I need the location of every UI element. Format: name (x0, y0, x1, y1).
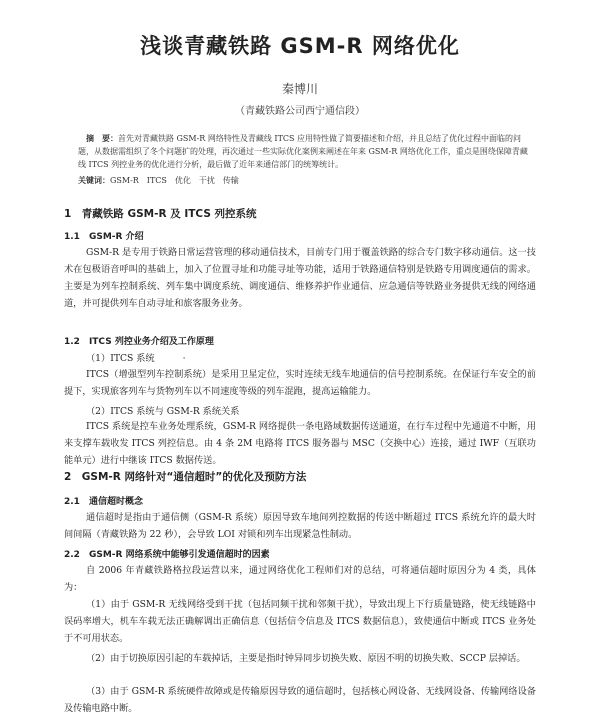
subsection-heading-1-2: 1.2 ITCS 列控业务介绍及工作原理 (64, 337, 214, 347)
paragraph-itcs-desc: ITCS（增强型列车控制系统）是采用卫星定位，实时连续无线车地通信的信号控制系统。在保证行车安全的前提下，实现旅客列车与货物列车以不同速度等级的列车混跑，提高运输能力。 (64, 369, 536, 397)
paragraph-cause-handover: （2）由于切换原因引起的车载掉话，主要是指时钟异同步切换失败、原因不明的切换失败、SCCP 层掉话。 (86, 653, 526, 664)
abstract-label: 摘 要： (86, 134, 118, 143)
item-itcs-system-label: （1）ITCS 系统 (86, 353, 155, 364)
paragraph-cause-hardware: （3）由于 GSM-R 系统硬件故障或是传输原因导致的通信超时，包括核心网设备、无线网设备、传输网络设备及传输电路中断。 (64, 686, 536, 714)
paragraph-cause-interference: （1）由于 GSM-R 无线网络受到干扰（包括同频干扰和邻频干扰），导致出现上下行质量链路，使无线链路中误码率增大，机车车载无法正确解调出正确信息（包括信令信息及 ITCS 数据信息），致使通信中断或 ITCS 业务处于不可用状态。 (64, 599, 536, 644)
abstract (78, 132, 534, 171)
subsection-heading-2-2: 2.2 GSM-R 网络系统中能够引发通信超时的因素 (64, 550, 270, 560)
paragraph-timeout-concept: 通信超时是指由于通信侧（GSM-R 系统）原因导致车地间列控数据的传送中断超过 ITCS 系统允许的最大时间间隔（青藏铁路为 22 秒），会导致 LOI 对锁和列车出现紧急性制动。 (64, 512, 536, 540)
keywords-text: GSM-R ITCS 优化 干扰 传输 (110, 176, 239, 185)
abstract-text: 首先对青藏铁路 GSM-R 网络特性及青藏线 ITCS 应用特性做了简要描述和介绍，并且总结了优化过程中面临的问题，从数据需组织了冬个问题扩的处理，再次通过一些实际优化案例来阐述在年来 GSM-R 网络优化工作，重点是围绕保障青藏线 ITCS 列控业务的优化进行分析，最后做了近年来通信部门的统筹统计。 (78, 134, 528, 169)
item-itcs-gsmr-relation: （2）ITCS 系统与 GSM-R 系统关系 (86, 406, 240, 417)
paragraph-timeout-causes: 自 2006 年青藏铁路格拉段运营以来，通过网络优化工程师们对的总结，可将通信超时原因分为 4 类，具体为： (64, 565, 536, 593)
section-heading-2: 2 GSM-R 网络针对“通信超时”的优化及预防方法 (64, 471, 307, 483)
subsection-heading-1-1: 1.1 GSM-R 介绍 (64, 232, 144, 242)
subsection-heading-2-1: 2.1 通信超时概念 (64, 497, 143, 507)
item-itcs-system (86, 350, 186, 364)
author-name: 秦博川 (281, 82, 318, 96)
paper-title: 浅谈青藏铁路 GSM-R 网络优化 (140, 34, 460, 58)
section-heading-1: 1 青藏铁路 GSM-R 及 ITCS 列控系统 (64, 208, 257, 220)
keywords-label: 关键词： (78, 176, 110, 185)
paragraph-itcs-gsmr: ITCS 系统是控车业务处理系统，GSM-R 网络提供一条电路域数据传送通道，在行车过程中先通道不中断，用来支撑车载收发 ITCS 列控信息。由 4 条 2M 电路将 ITCS 服务器与 MSC（交换中心）连接，通过 IWF（互联功能单元）进行中继该 ITCS 数据传送。 (64, 421, 536, 466)
author-affiliation: （青藏铁路公司西宁通信段） (235, 106, 365, 117)
paragraph-gsmr-intro: GSM-R 是专用于铁路日常运营管理的移动通信技术，目前专门用于覆盖铁路的综合专门数字移动通信。这一技术在包极语音呼叫的基础上，加入了位置寻址和功能寻址等功能，适用于铁路通信特别是铁路专用调度通信的需求。主要是为列车控制系统、列车集中调度系统、调度通信、维修养护作业通信、应急通信等铁路业务提供无线的网络通道，并可提供列车自动寻址和旅客服务业务。 (64, 247, 536, 309)
keywords (78, 175, 534, 187)
stray-mark: · (182, 353, 186, 364)
